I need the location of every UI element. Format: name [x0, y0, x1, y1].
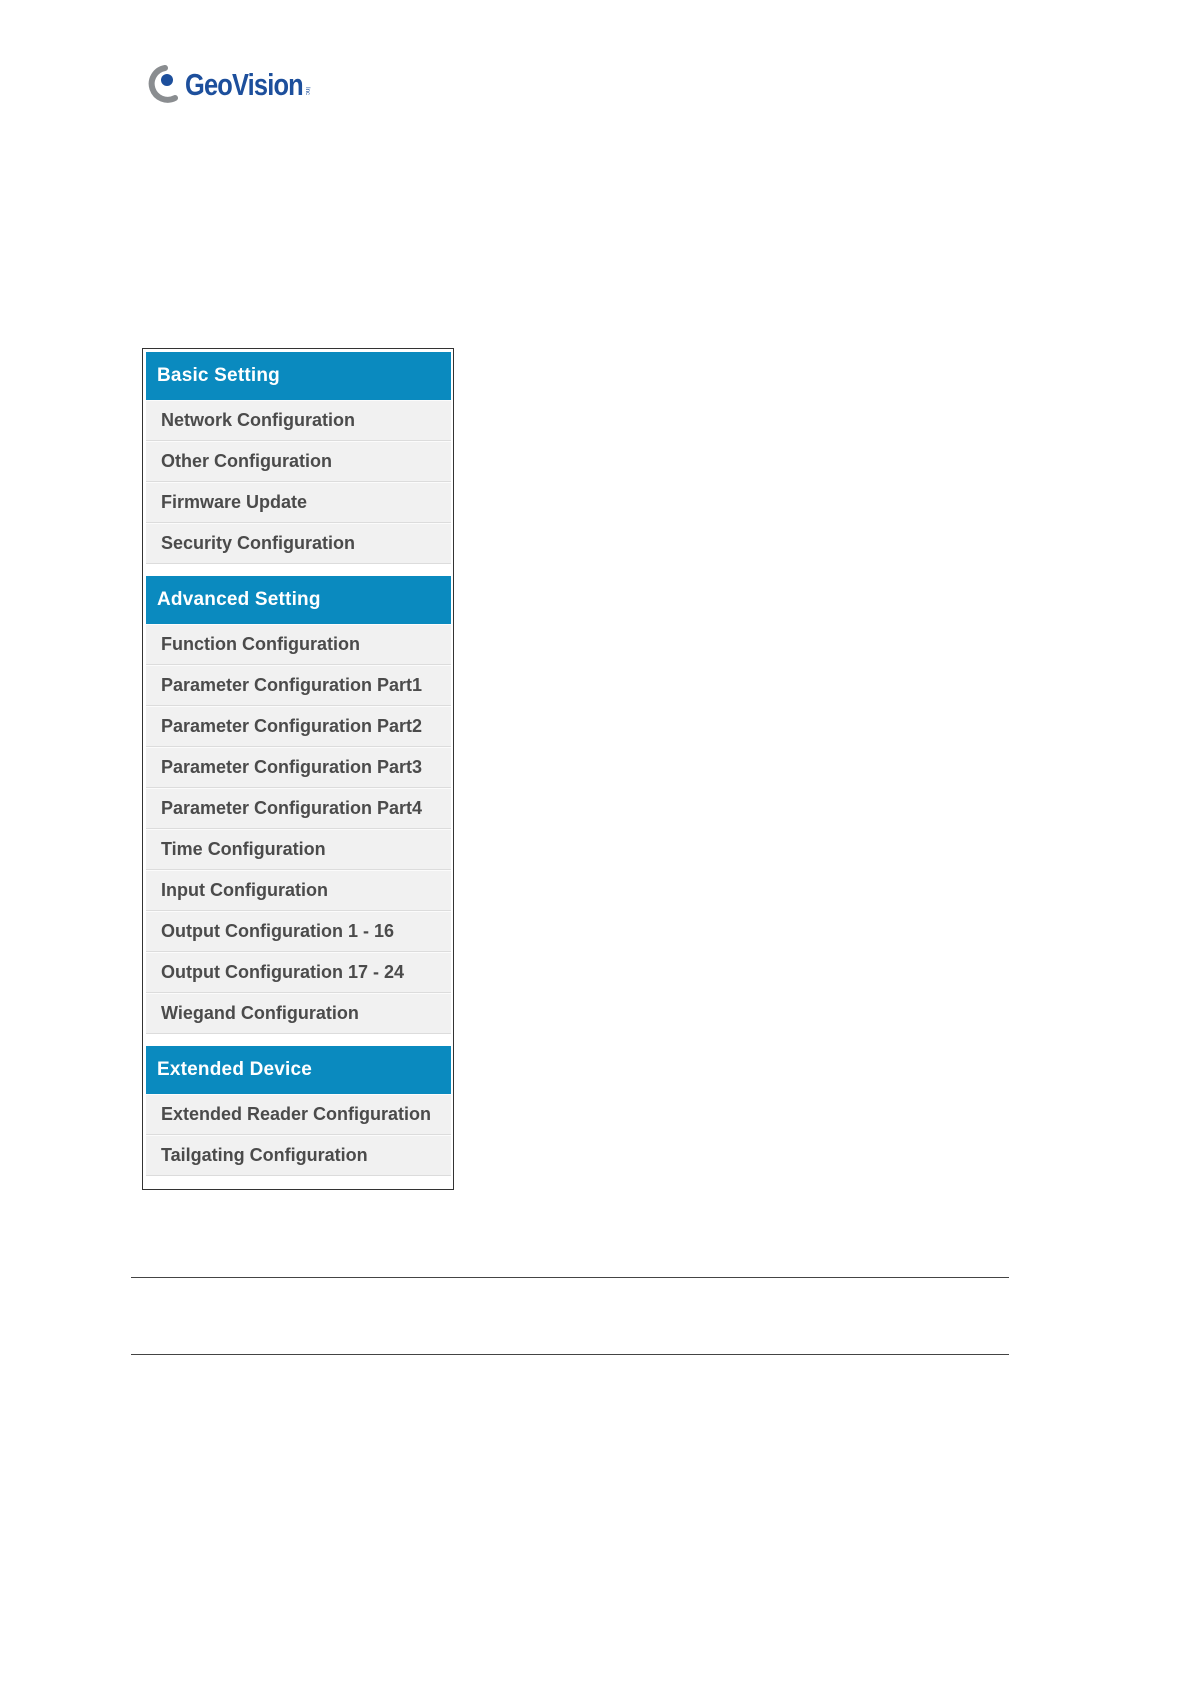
menu-item-other-configuration[interactable]: Other Configuration: [146, 441, 451, 482]
section-header-extended-device[interactable]: Extended Device: [146, 1046, 451, 1094]
menu-item-tailgating-configuration[interactable]: Tailgating Configuration: [146, 1135, 451, 1176]
brand-name: GeoVision: [185, 66, 303, 102]
settings-menu-panel: [142, 348, 454, 1190]
menu-item-output-configuration-17-24[interactable]: Output Configuration 17 - 24: [146, 952, 451, 993]
menu-item-parameter-configuration-part3[interactable]: Parameter Configuration Part3: [146, 747, 451, 788]
geovision-logo: [145, 62, 310, 106]
menu-item-time-configuration[interactable]: Time Configuration: [146, 829, 451, 870]
horizontal-rule: [131, 1277, 1009, 1278]
menu-item-input-configuration[interactable]: Input Configuration: [146, 870, 451, 911]
settings-menu: [146, 352, 451, 1176]
menu-item-security-configuration[interactable]: Security Configuration: [146, 523, 451, 564]
horizontal-rule: [131, 1354, 1009, 1355]
menu-item-extended-reader-configuration[interactable]: Extended Reader Configuration: [146, 1094, 451, 1135]
menu-item-parameter-configuration-part1[interactable]: Parameter Configuration Part1: [146, 665, 451, 706]
menu-item-output-configuration-1-16[interactable]: Output Configuration 1 - 16: [146, 911, 451, 952]
menu-item-parameter-configuration-part4[interactable]: Parameter Configuration Part4: [146, 788, 451, 829]
geovision-logo-icon: [145, 64, 179, 104]
menu-item-function-configuration[interactable]: Function Configuration: [146, 624, 451, 665]
menu-item-parameter-configuration-part2[interactable]: Parameter Configuration Part2: [146, 706, 451, 747]
section-header-basic-setting[interactable]: Basic Setting: [146, 352, 451, 400]
menu-item-firmware-update[interactable]: Firmware Update: [146, 482, 451, 523]
section-header-advanced-setting[interactable]: Advanced Setting: [146, 576, 451, 624]
section-divider: [146, 1034, 451, 1046]
menu-item-wiegand-configuration[interactable]: Wiegand Configuration: [146, 993, 451, 1034]
brand-suffix: Inc: [303, 86, 310, 95]
menu-item-network-configuration[interactable]: Network Configuration: [146, 400, 451, 441]
section-divider: [146, 564, 451, 576]
